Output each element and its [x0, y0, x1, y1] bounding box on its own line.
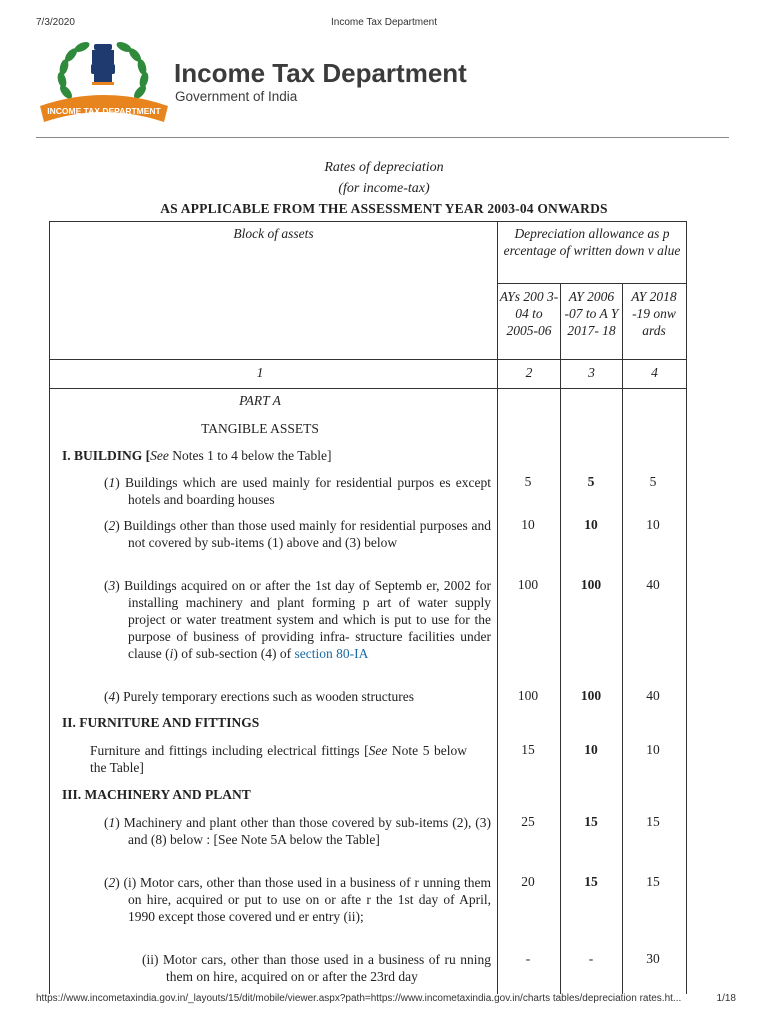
tangible-assets-label: TANGIBLE ASSETS: [201, 421, 319, 436]
building-item-1: (1) Buildings which are used mainly for residential purpos es except hotels and boarding houses: [104, 475, 491, 507]
rate-b1-ay2006: 5: [587, 474, 595, 489]
building-item-3: (3) Buildings acquired on or after the 1st day of Septemb er, 2002 for installing machinery and plant forming p art of water supply project or water treatment system and which is put to use for the purpose of business of providing infra- structure facilities under clause (i) of sub-section (4) of section 80-IA: [104, 578, 491, 661]
rate-b3-ay2006: 100: [580, 577, 602, 592]
col-header-block: Block of assets: [233, 226, 314, 241]
col-header-ay-2006: AY 2006 -07 to A Y 2017- 18: [564, 289, 619, 338]
rate-m2-ay2006: 15: [584, 874, 598, 889]
rate-m1-ay2003: 25: [521, 814, 535, 829]
building-item-2: (2) Buildings other than those used mainly for residential purposes and not covered by sub-items (1) above and (3) below: [104, 518, 492, 550]
brand-subtitle: Government of India: [175, 89, 298, 104]
doc-title: Rates of depreciation: [324, 160, 444, 175]
furniture-item: Furniture and fittings including electrical fittings [See Note 5 below the Table]: [90, 743, 468, 775]
rate-b2-ay2018: 10: [646, 517, 660, 532]
furniture-heading: II. FURNITURE AND FITTINGS: [62, 715, 260, 730]
rate-b1-ay2018: 5: [649, 474, 657, 489]
part-a-label: PART A: [239, 393, 281, 408]
rate-b2-ay2003: 10: [521, 517, 535, 532]
print-title: Income Tax Department: [331, 17, 437, 28]
col-number-2: 2: [525, 365, 533, 380]
print-page-number: 1/18: [716, 993, 736, 1004]
ashoka-emblem-icon: [36, 36, 172, 128]
rate-m2-ay2018: 15: [646, 874, 660, 889]
machinery-heading: III. MACHINERY AND PLANT: [62, 787, 251, 802]
print-url: https://www.incometaxindia.gov.in/_layouts/15/dit/mobile/viewer.aspx?path=https://www.incometaxindia.gov.in/charts tables/depreciation rates.ht...: [36, 993, 682, 1004]
building-item-4: (4) Purely temporary erections such as wooden structures: [104, 689, 415, 704]
col-number-4: 4: [651, 365, 658, 380]
rate-m1-ay2018: 15: [646, 814, 660, 829]
print-header: [0, 17, 768, 31]
brand-title: Income Tax Department: [174, 58, 467, 88]
rate-m3-ay2006: -: [588, 951, 594, 966]
col-header-ay-2018: AY 2018 -19 onw ards: [631, 289, 677, 338]
machinery-item-1: (1) Machinery and plant other than those covered by sub-items (2), (3) and (8) below : [See Note 5A below the Table]: [104, 815, 492, 847]
rate-b4-ay2006: 100: [580, 688, 602, 703]
building-heading: I. BUILDING [See Notes 1 to 4 below the Table]: [62, 448, 332, 463]
rate-m1-ay2006: 15: [584, 814, 598, 829]
rate-m3-ay2003: -: [525, 951, 531, 966]
col-number-1: 1: [256, 365, 264, 380]
rate-b3-ay2018: 40: [646, 577, 660, 592]
print-date: 7/3/2020: [36, 17, 75, 28]
machinery-item-2-ii: (ii) Motor cars, other than those used in a business of ru nning them on hire, acquired on or after the 23rd day: [142, 952, 491, 984]
section-80ia-link[interactable]: section 80-IA: [294, 646, 369, 661]
rate-f1-ay2006: 10: [584, 742, 598, 757]
rate-b4-ay2018: 40: [646, 688, 660, 703]
col-number-3: 3: [588, 365, 595, 380]
rate-f1-ay2003: 15: [521, 742, 535, 757]
svg-text:INCOME TAX DEPARTMENT: INCOME TAX DEPARTMENT: [47, 106, 161, 116]
doc-applicability: AS APPLICABLE FROM THE ASSESSMENT YEAR 2003-04 ONWARDS: [160, 201, 608, 216]
col-header-depreciation: Depreciation allowance as p ercentage of written down v alue: [503, 226, 681, 258]
rate-m2-ay2003: 20: [521, 874, 535, 889]
col-header-ay-2003: AYs 200 3-04 to 2005-06: [499, 289, 559, 338]
rate-f1-ay2018: 10: [646, 742, 660, 757]
rate-b1-ay2003: 5: [524, 474, 532, 489]
rate-b2-ay2006: 10: [584, 517, 598, 532]
rate-m3-ay2018: 30: [646, 951, 660, 966]
print-footer: [0, 993, 768, 1007]
doc-subtitle: (for income-tax): [338, 181, 430, 196]
header-divider: [36, 137, 729, 138]
rate-b3-ay2003: 100: [517, 577, 539, 592]
machinery-item-2: (2) (i) Motor cars, other than those used in a business of r unning them on hire, acquired or put to use on or afte r the 1st day of April, 1990 except those covered und er entry (ii);: [104, 875, 491, 924]
rate-b4-ay2003: 100: [517, 688, 539, 703]
